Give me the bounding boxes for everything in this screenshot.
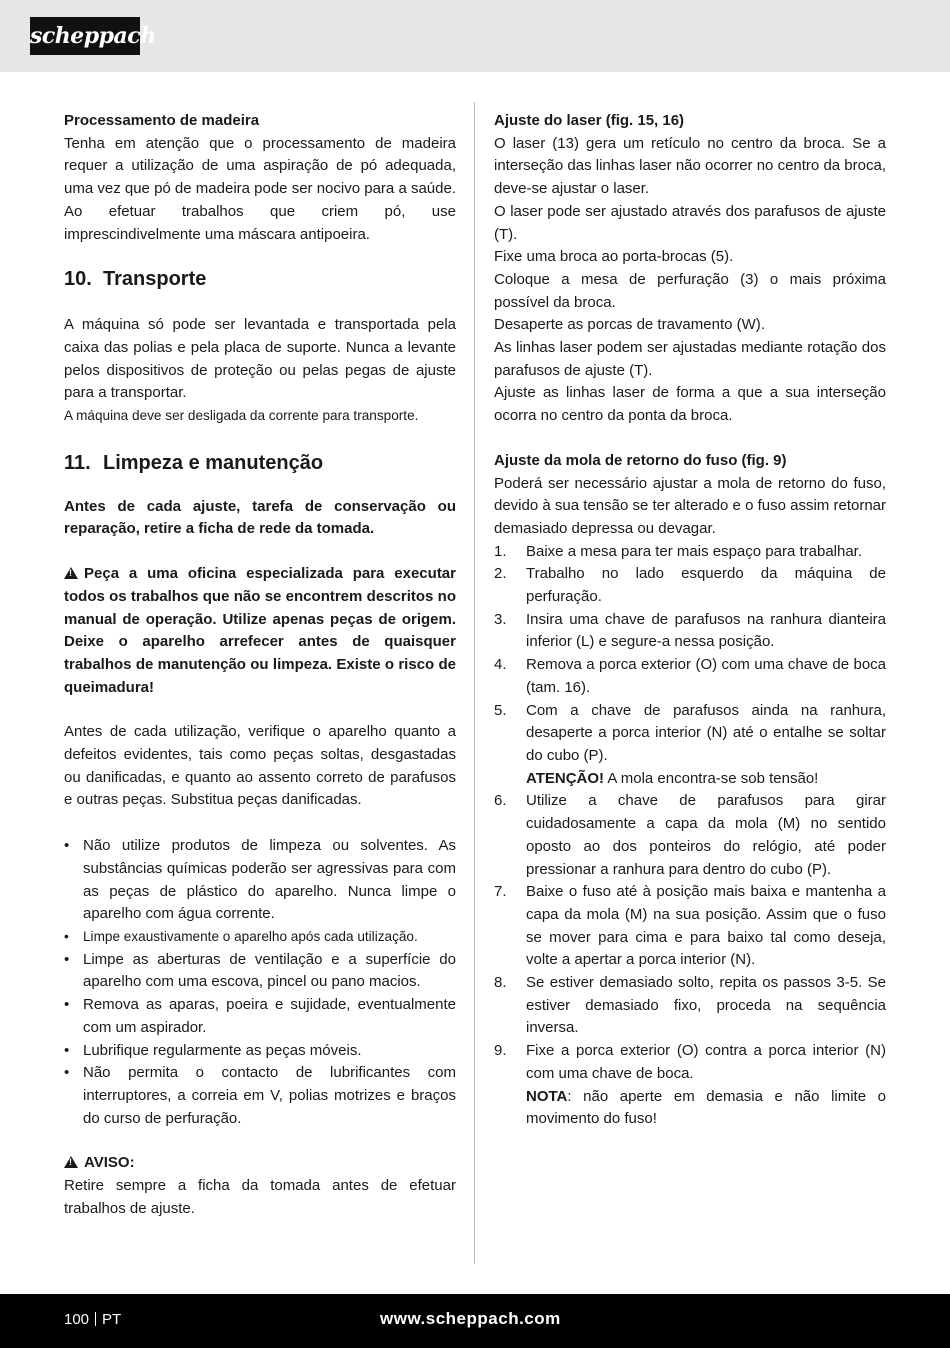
step-number: 9. [494,1042,507,1060]
step-item [494,654,886,699]
page-number [64,1310,121,1330]
step-text: Fixe a porca exterior (O) contra a porca interior (N) com uma chave de boca. [526,1042,886,1082]
note-text [526,1086,886,1131]
attention-text: A mola encontra-se sob tensão! [604,769,819,787]
transport-note: A máquina deve ser desligada da corrente para transporte. [64,408,419,424]
aviso-heading [64,1152,456,1175]
workshop-warning [64,563,456,699]
workshop-warning-text: Peça a uma oficina especializada para executar todos os trabalhos que não se encontrem descritos no manual de operação. Utilize apenas peças de origem. Deixe o aparelho arrefecer antes de quaisquer trabalhos de manutenção ou limpeza. Existe o risco de queimadura! [64,565,456,696]
separator [95,1312,96,1326]
section-title: Transporte [103,268,207,291]
step-text: Remova a porca exterior (O) com uma chave de boca (tam. 16). [526,656,886,696]
list-item: • Não permita o contacto de lubrificantes com interruptores, a correia em V, polias motrizes e braços do curso de perfuração. [64,1062,456,1130]
spring-paragraph: Poderá ser necessário ajustar a mola de retorno do fuso, devido à sua tensão se ter alterado e o fuso assim retornar demasiado depressa ou devagar. [494,474,886,537]
step-text: Insira uma chave de parafusos na ranhura dianteira inferior (L) e segure-a nessa posição. [526,610,886,651]
cleaning-list [64,835,456,1130]
section-11-heading [64,450,456,476]
section-title: Limpeza e manutenção [103,451,324,474]
page-number-value: 100 [64,1311,90,1328]
step-item [494,541,886,564]
laser-heading: Ajuste do laser (fig. 15, 16) [494,112,685,129]
step-text: Se estiver demasiado solto, repita os passos 3-5. Se estiver demasiado fixo, proceda na sequência inversa. [526,974,886,1037]
attention-note [526,768,886,791]
laser-line: O laser (13) gera um retículo no centro da broca. Se a interseção das linhas laser não ocorrer no centro da broca, deve-se ajustar o laser. [494,134,886,198]
step-item [494,972,886,1040]
step-number: 3. [494,610,507,628]
spring-heading: Ajuste da mola de retorno do fuso (fig. 9) [494,451,787,469]
step-number: 6. [494,792,507,810]
list-item: • Remova as aparas, poeira e sujidade, eventualmente com um aspirador. [64,994,456,1039]
brand-logo: scheppach [30,17,140,55]
list-item: • Limpe as aberturas de ventilação e a superfície do aparelho com uma escova, pincel ou pano macios. [64,949,456,994]
step-number: 4. [494,656,507,674]
step-item [494,700,886,791]
aviso-label: AVISO: [84,1154,135,1172]
page-header [0,0,950,72]
step-number: 2. [494,565,507,583]
right-column [494,110,886,1131]
laser-line: As linhas laser podem ser ajustadas mediante rotação dos parafusos de ajuste (T). [494,339,886,379]
step-text: Utilize a chave de parafusos para girar cuidadosamente a capa da mola (M) no sentido oposto ao dos ponteiros do relógio, até poder pressionar a ranhura para dentro do cubo (P). [526,792,886,878]
step-number: 1. [494,542,507,560]
step-item [494,790,886,881]
laser-line: Coloque a mesa de perfuração (3) o mais próxima possível da broca. [494,270,886,311]
note-label: NOTA [526,1087,568,1105]
wood-heading: Processamento de madeira [64,112,260,129]
laser-line: O laser pode ser ajustado através dos parafusos de ajuste (T). [494,202,886,243]
aviso-paragraph: Retire sempre a ficha da tomada antes de efetuar trabalhos de ajuste. [64,1177,456,1217]
inspection-paragraph: Antes de cada utilização, verifique o aparelho quanto a defeitos evidentes, tais como peças soltas, desgastadas ou danificadas, e quanto ao assento correto de parafusos e outras peças. Substitua peças danificadas. [64,723,456,809]
laser-line: Fixe uma broca ao porta-brocas (5). [494,248,734,266]
step-item [494,609,886,654]
section-number: 10. [64,268,92,291]
transport-paragraph: A máquina só pode ser levantada e transportada pela caixa das polias e pela placa de suporte. Nunca a levante pelos dispositivos de proteção ou pelas pegas de ajuste para a transportar. [64,316,456,402]
laser-line: Ajuste as linhas laser de forma a que a sua interseção ocorra no centro da ponta da broca. [494,384,886,425]
column-divider [474,102,475,1264]
section-10-heading [64,266,456,292]
section-number: 11. [64,451,91,474]
page-footer [0,1294,950,1348]
language-code: PT [102,1311,122,1328]
warning-icon [64,567,78,579]
step-text: Com a chave de parafusos ainda na ranhura, desaperte a porca interior (N) até o entalhe se soltar do cubo (P). [526,701,886,764]
step-item [494,1040,886,1131]
unplug-instruction: Antes de cada ajuste, tarefa de conservação ou reparação, retire a ficha de rede da tomada. [64,497,456,538]
step-text: Trabalho no lado esquerdo da máquina de perfuração. [526,565,886,606]
list-item: • Não utilize produtos de limpeza ou solventes. As substâncias químicas poderão ser agressivas para com as peças de plástico do aparelho. Nunca limpe o aparelho com água corrente. [64,835,456,926]
step-item [494,563,886,608]
note-body: : não aperte em demasia e não limite o movimento do fuso! [526,1087,886,1128]
attention-label: ATENÇÃO! [526,769,605,787]
laser-line: Desaperte as porcas de travamento (W). [494,316,765,334]
left-column [64,110,456,1220]
step-number: 5. [494,701,507,719]
wood-paragraph: Tenha em atenção que o processamento de madeira requer a utilização de uma aspiração de pó adequada, uma vez que pó de madeira pode ser nocivo para a saúde. Ao efetuar trabalhos que criem pó, use imprescindivelmente uma máscara antipoeira. [64,134,456,243]
website-link[interactable]: www.scheppach.com [380,1309,561,1328]
spring-steps [494,541,886,1131]
step-number: 8. [494,974,507,992]
step-item [494,881,886,972]
step-text: Baixe a mesa para ter mais espaço para trabalhar. [526,542,863,560]
step-number: 7. [494,883,507,901]
step-text: Baixe o fuso até à posição mais baixa e mantenha a capa da mola (M) na sua posição. Assim que o fuso se mover para cima e para baixo tal como deseja, volte a apertar a porca interior (N). [526,883,886,969]
list-item: • Limpe exaustivamente o aparelho após cada utilização. [64,926,456,949]
warning-icon [64,1156,78,1168]
list-item: • Lubrifique regularmente as peças móveis. [64,1040,456,1063]
